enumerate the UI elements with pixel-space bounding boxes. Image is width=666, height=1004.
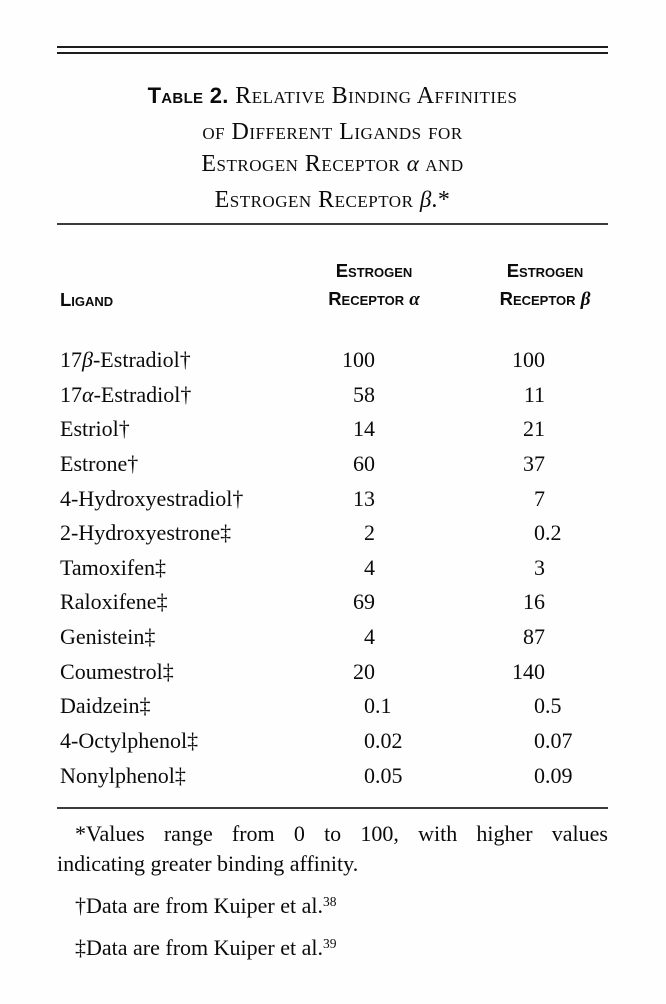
header-text: Estrogen (335, 260, 413, 281)
alpha-symbol: α (406, 151, 419, 176)
alpha-symbol: α (409, 289, 420, 310)
er-beta-value: 0 (534, 520, 545, 546)
er-beta-column-header (455, 257, 635, 314)
ligand-cell: Genistein‡ (60, 624, 156, 650)
er-beta-value: 3 (534, 554, 545, 580)
ligand-cell: 17β-Estradiol† (60, 347, 191, 372)
title-line-1 (57, 80, 608, 116)
ligand-cell: Tamoxifen‡ (60, 554, 167, 580)
er-beta-value: 87 (523, 624, 545, 650)
title-text: Estrogen Receptor (201, 151, 407, 177)
ligand-cell: Estriol† (60, 416, 130, 442)
er-beta-value: 100 (512, 347, 545, 372)
table-row (0, 759, 666, 794)
table-row (0, 412, 666, 447)
table-row (0, 655, 666, 690)
er-beta-fraction: .09 (545, 762, 573, 788)
er-beta-value: 11 (523, 381, 545, 407)
er-alpha-value: 4 (364, 624, 375, 650)
title-text: Estrogen Receptor (214, 186, 420, 213)
er-alpha-value: 0 (364, 728, 375, 754)
ligand-column-header: Ligand (60, 289, 114, 310)
greek-symbol: β (82, 347, 93, 372)
ligand-cell: Coumestrol‡ (60, 658, 174, 684)
ligand-cell: 17α-Estradiol† (60, 381, 192, 407)
er-alpha-fraction: .02 (375, 728, 403, 754)
header-text: Estrogen (506, 260, 584, 281)
er-alpha-value: 60 (353, 450, 375, 476)
header-text: Receptor (499, 288, 581, 309)
ligand-cell: Nonylphenol‡ (60, 762, 186, 788)
ligand-cell: 2-Hydroxyestrone‡ (60, 520, 232, 546)
footnote-line: †Data are from Kuiper et al.$^{38}$ (75, 893, 337, 918)
footnote (57, 933, 608, 963)
top-rule-outer (57, 46, 608, 48)
table-row (0, 620, 666, 655)
er-alpha-value: 13 (353, 485, 375, 511)
top-rule-inner (57, 52, 608, 54)
er-alpha-column-header (284, 257, 464, 314)
er-beta-fraction: .07 (545, 728, 573, 754)
er-beta-fraction: .2 (545, 520, 562, 546)
table-row (0, 482, 666, 517)
er-beta-fraction: .5 (545, 693, 562, 719)
er-alpha-fraction: .1 (375, 693, 392, 719)
er-beta-value: 0 (534, 762, 545, 788)
ligand-cell: Raloxifene‡ (60, 589, 168, 615)
reference-number: 39 (323, 936, 337, 951)
title-line-2: of Different Ligands for (202, 118, 463, 145)
er-beta-value: 0 (534, 693, 545, 719)
title-line-3 (57, 148, 608, 184)
er-beta-value: 37 (523, 450, 545, 476)
er-alpha-value: 69 (353, 589, 375, 615)
table-row (0, 378, 666, 413)
table-row (0, 724, 666, 759)
greek-symbol: α (82, 381, 94, 407)
title-text: .* (431, 186, 451, 213)
table-row (0, 689, 666, 724)
table-row (0, 447, 666, 482)
table-body (0, 343, 666, 793)
beta-symbol: β (580, 289, 591, 310)
column-headers (0, 256, 666, 318)
er-beta-value: 16 (523, 589, 545, 615)
er-alpha-fraction: .05 (375, 762, 403, 788)
footnote-line: ‡Data are from Kuiper et al.$^{39}$ (75, 935, 337, 960)
ligand-cell: Estrone† (60, 450, 139, 476)
beta-symbol: β (419, 186, 432, 212)
er-alpha-value: 14 (353, 416, 375, 442)
er-beta-value: 7 (534, 485, 545, 511)
reference-number: 38 (323, 894, 337, 909)
er-beta-value: 0 (534, 728, 545, 754)
title-line-4 (57, 184, 608, 220)
table-title (57, 80, 608, 219)
table-row (0, 585, 666, 620)
ligand-cell: 4-Octylphenol‡ (60, 728, 199, 754)
title-text: Relative Binding Affinities (228, 83, 518, 109)
er-alpha-value: 4 (364, 554, 375, 580)
footnote-rule (57, 807, 608, 809)
ligand-cell: Daidzein‡ (60, 693, 151, 719)
header-text: Receptor (328, 288, 410, 309)
table-row (0, 343, 666, 378)
table-row (0, 516, 666, 551)
footnote-line: indicating greater binding affinity. (57, 851, 359, 876)
er-alpha-value: 2 (364, 520, 375, 546)
er-alpha-value: 20 (353, 658, 375, 684)
table-number-label: Table 2. (147, 83, 229, 108)
er-alpha-value: 0 (364, 762, 375, 788)
footnote-line: *Values range from 0 to 100, with higher values (75, 821, 608, 846)
title-text: and (418, 151, 464, 177)
ligand-cell: 4-Hydroxyestradiol† (60, 485, 244, 511)
footnotes (57, 819, 608, 975)
er-beta-value: 140 (512, 658, 545, 684)
er-alpha-value: 0 (364, 693, 375, 719)
er-beta-value: 21 (523, 416, 545, 442)
title-divider-rule (57, 223, 608, 225)
footnote (57, 819, 608, 879)
table-row (0, 551, 666, 586)
er-alpha-value: 100 (342, 347, 375, 372)
er-alpha-value: 58 (353, 381, 375, 407)
footnote (57, 891, 608, 921)
